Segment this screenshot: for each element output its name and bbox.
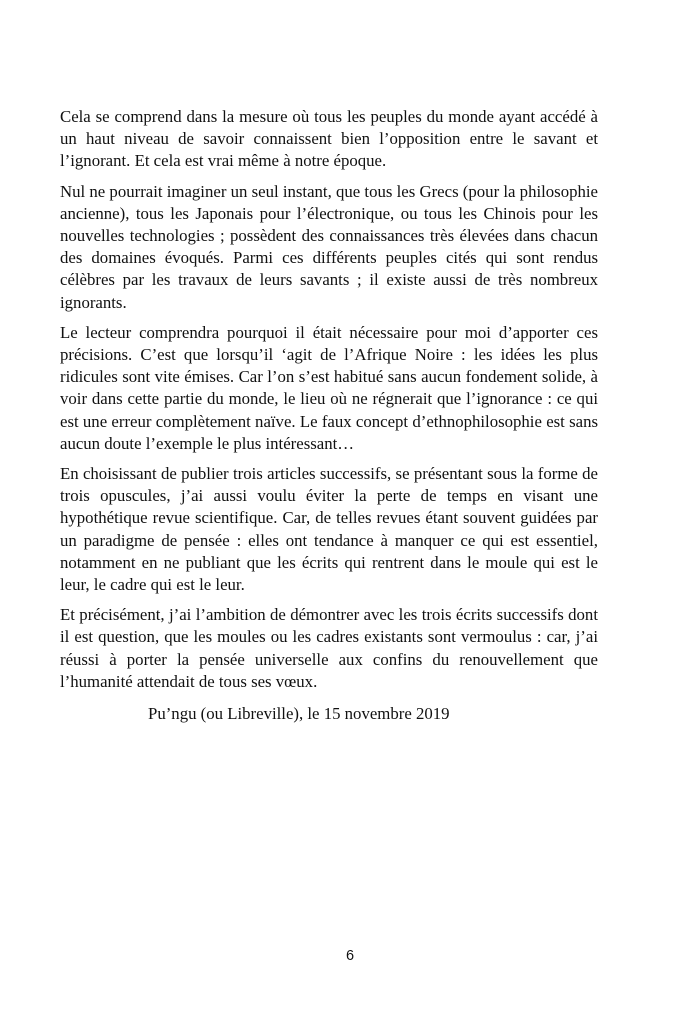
body-text (60, 106, 598, 725)
paragraph-5: Et précisément, j’ai l’ambition de démontrer avec les trois écrits successifs dont il est question, que les moules ou les cadres existants sont vermoulus : car, j’ai réussi à porter la pensée universelle aux confins du renouvellement que l’humanité attendait de tous ses vœux. (60, 605, 598, 691)
paragraph-2: Nul ne pourrait imaginer un seul instant, que tous les Grecs (pour la philosophie ancienne), tous les Japonais pour l’électronique, ou tous les Chinois pour les nouvelles technologies ; possèdent des connaissances très élevées dans chacun des domaines évoqués. Parmi ces différents peuples cités qui sont rendus célèbres par les travaux de leurs savants ; il existe aussi de très nombreux ignorants. (60, 181, 598, 312)
paragraph-3: Le lecteur comprendra pourquoi il était nécessaire pour moi d’apporter ces précisions. C’est que lorsqu’il ‘agit de l’Afrique Noire : les idées les plus ridicules sont vite émises. Car l’on s’est habitué sans aucun fondement solide, à voir dans cette partie du monde, le lieu où ne régnerait que l’ignorance : ce qui est une erreur complètement naïve. Le faux concept d’ethnophilosophie est sans aucun doute l’exemple le plus intéressant… (60, 322, 598, 453)
paragraph-4: En choisissant de publier trois articles successifs, se présentant sous la forme de trois opuscules, j’ai aussi voulu éviter la perte de temps en visant une hypothétique revue scientifique. Car, de telles revues étant souvent guidées par un paradigme de pensée : elles ont tendance à manquer ce qui est essentiel, notamment en ne publiant que les écrits qui rentrent dans le moule qui est le leur, le cadre qui est le leur. (60, 464, 598, 595)
signature-line: Pu’ngu (ou Libreville), le 15 novembre 2019 (148, 704, 450, 724)
page-number: 6 (345, 948, 355, 964)
paragraph-1: Cela se comprend dans la mesure où tous les peuples du monde ayant accédé à un haut niveau de savoir connaissent bien l’opposition entre le savant et l’ignorant. Et cela est vrai même à notre époque. (60, 107, 598, 171)
